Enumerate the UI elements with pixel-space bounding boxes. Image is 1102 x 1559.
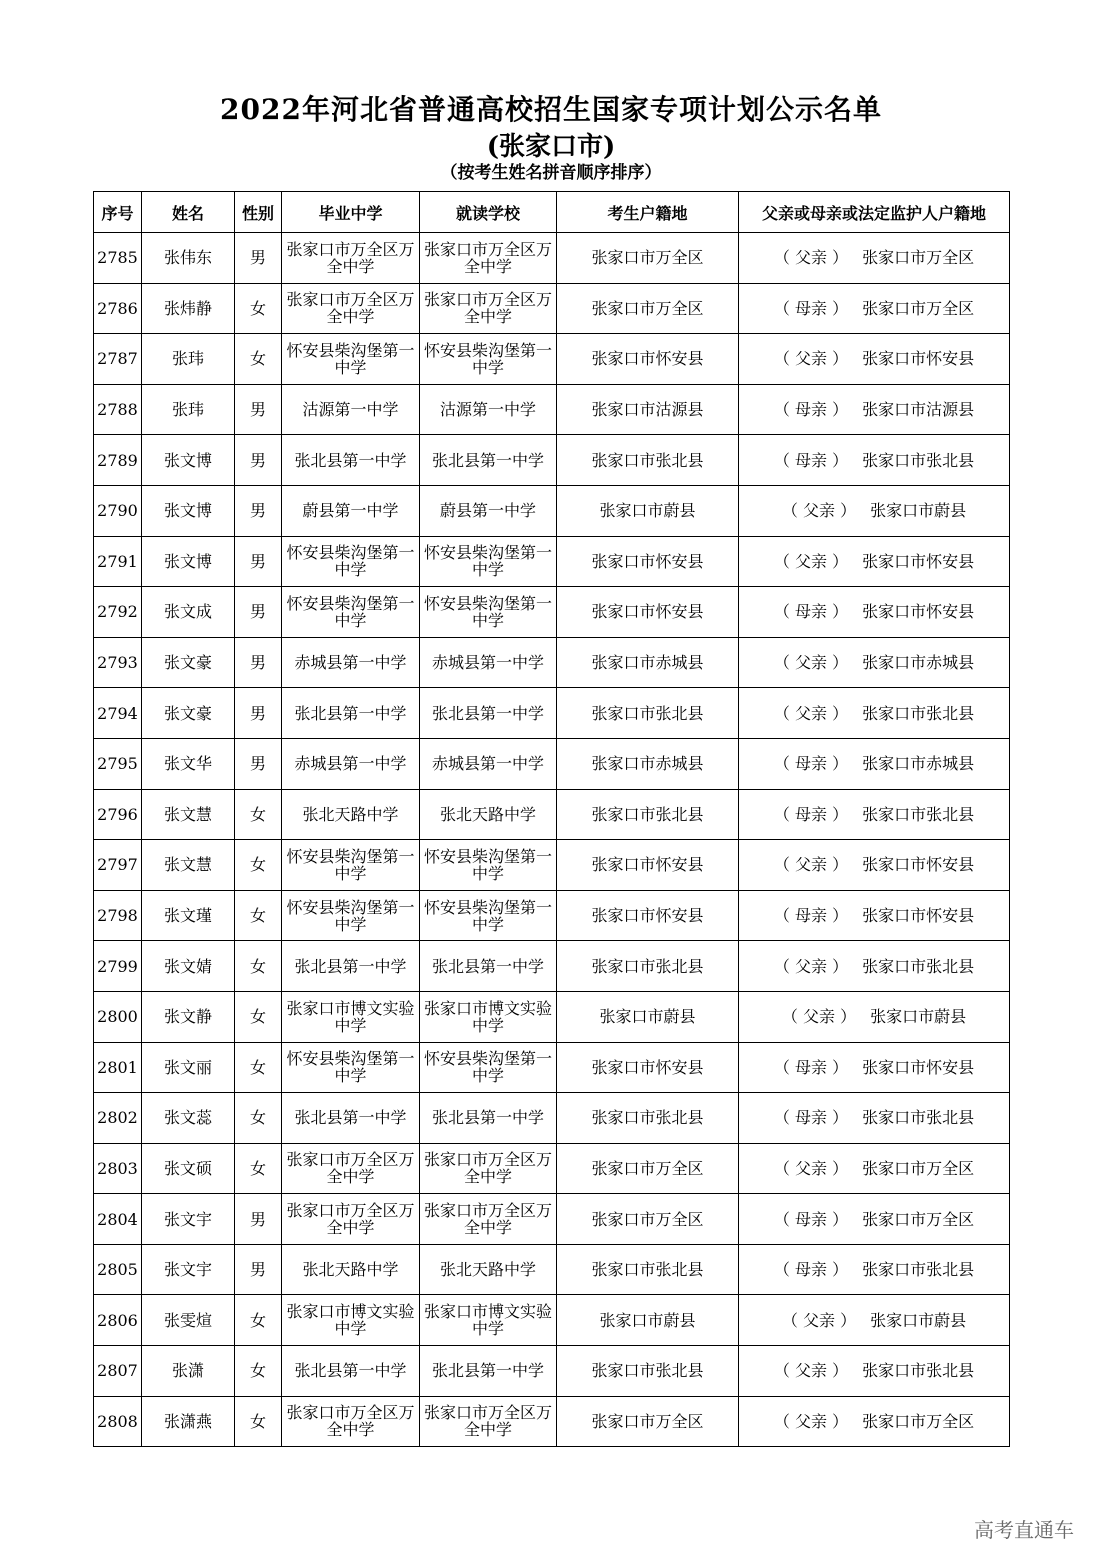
guardian-hukou: 张家口市张北县 xyxy=(862,1361,975,1381)
cell-name: 张玮 xyxy=(142,384,235,435)
cell-grad-school: 张家口市万全区万全中学 xyxy=(282,283,420,334)
cell-study-school: 张家口市万全区万全中学 xyxy=(420,1143,557,1194)
cell-gender: 女 xyxy=(235,1143,282,1194)
table-row xyxy=(94,536,1010,587)
cell-name: 张文慧 xyxy=(142,789,235,840)
cell-guardian xyxy=(739,1194,1010,1245)
cell-hukou: 张家口市怀安县 xyxy=(557,890,739,941)
cell-hukou: 张家口市张北县 xyxy=(557,941,739,992)
cell-gender: 女 xyxy=(235,334,282,385)
table-row xyxy=(94,789,1010,840)
cell-study-school: 张家口市万全区万全中学 xyxy=(420,283,557,334)
guardian-hukou: 张家口市万全区 xyxy=(862,1411,975,1431)
cell-hukou: 张家口市张北县 xyxy=(557,435,739,486)
cell-hukou: 张家口市赤城县 xyxy=(557,637,739,688)
cell-name: 张伟东 xyxy=(142,233,235,284)
cell-hukou: 张家口市张北县 xyxy=(557,688,739,739)
guardian-relation: （ 母亲 ） xyxy=(773,400,849,420)
sort-note: （按考生姓名拼音顺序排序） xyxy=(440,163,662,183)
cell-grad-school: 张北县第一中学 xyxy=(282,1346,420,1397)
cell-guardian xyxy=(739,334,1010,385)
guardian-relation: （ 父亲 ） xyxy=(773,1411,849,1431)
cell-hukou: 张家口市张北县 xyxy=(557,1244,739,1295)
cell-grad-school: 张家口市万全区万全中学 xyxy=(282,233,420,284)
cell-gender: 女 xyxy=(235,991,282,1042)
cell-guardian xyxy=(739,587,1010,638)
cell-name: 张文瑾 xyxy=(142,890,235,941)
cell-name: 张潇燕 xyxy=(142,1396,235,1447)
cell-name: 张文博 xyxy=(142,536,235,587)
header-hukou: 考生户籍地 xyxy=(557,192,739,233)
header-name: 姓名 xyxy=(142,192,235,233)
cell-gender: 男 xyxy=(235,233,282,284)
guardian-hukou: 张家口市张北县 xyxy=(862,1108,975,1128)
cell-hukou: 张家口市怀安县 xyxy=(557,587,739,638)
cell-gender: 女 xyxy=(235,1042,282,1093)
table-row xyxy=(94,1143,1010,1194)
table-row xyxy=(94,384,1010,435)
header-guardian-hukou: 父亲或母亲或法定监护人户籍地 xyxy=(739,192,1010,233)
table-row xyxy=(94,890,1010,941)
table-row xyxy=(94,1346,1010,1397)
cell-study-school: 张家口市博文实验中学 xyxy=(420,991,557,1042)
header-study-school: 就读学校 xyxy=(420,192,557,233)
guardian-hukou: 张家口市万全区 xyxy=(862,1158,975,1178)
watermark: 高考直通车 xyxy=(974,1518,1074,1542)
header-gender: 性别 xyxy=(235,192,282,233)
cell-grad-school: 张家口市万全区万全中学 xyxy=(282,1143,420,1194)
cell-gender: 女 xyxy=(235,1396,282,1447)
table-row xyxy=(94,941,1010,992)
cell-grad-school: 张家口市万全区万全中学 xyxy=(282,1194,420,1245)
cell-hukou: 张家口市怀安县 xyxy=(557,840,739,891)
cell-gender: 男 xyxy=(235,485,282,536)
table-row xyxy=(94,1295,1010,1346)
table-row xyxy=(94,334,1010,385)
cell-gender: 男 xyxy=(235,587,282,638)
guardian-relation: （ 父亲 ） xyxy=(773,1158,849,1178)
cell-hukou: 张家口市蔚县 xyxy=(557,485,739,536)
cell-guardian xyxy=(739,1396,1010,1447)
cell-name: 张文博 xyxy=(142,435,235,486)
cell-no: 2793 xyxy=(94,637,142,688)
guardian-hukou: 张家口市赤城县 xyxy=(862,754,975,774)
guardian-relation: （ 父亲 ） xyxy=(781,1310,857,1330)
guardian-hukou: 张家口市怀安县 xyxy=(862,602,975,622)
cell-guardian xyxy=(739,840,1010,891)
cell-study-school: 赤城县第一中学 xyxy=(420,738,557,789)
cell-grad-school: 赤城县第一中学 xyxy=(282,738,420,789)
cell-name: 张玮 xyxy=(142,334,235,385)
cell-grad-school: 张家口市万全区万全中学 xyxy=(282,1396,420,1447)
cell-grad-school: 怀安县柴沟堡第一中学 xyxy=(282,1042,420,1093)
guardian-hukou: 张家口市蔚县 xyxy=(870,1007,967,1027)
guardian-hukou: 张家口市万全区 xyxy=(862,298,975,318)
cell-gender: 男 xyxy=(235,435,282,486)
cell-grad-school: 张北县第一中学 xyxy=(282,435,420,486)
cell-gender: 男 xyxy=(235,384,282,435)
cell-no: 2806 xyxy=(94,1295,142,1346)
header-grad-school: 毕业中学 xyxy=(282,192,420,233)
cell-hukou: 张家口市怀安县 xyxy=(557,334,739,385)
cell-study-school: 张家口市万全区万全中学 xyxy=(420,1396,557,1447)
cell-no: 2803 xyxy=(94,1143,142,1194)
table-row xyxy=(94,637,1010,688)
guardian-hukou: 张家口市怀安县 xyxy=(862,1057,975,1077)
guardian-hukou: 张家口市万全区 xyxy=(862,1209,975,1229)
table-row xyxy=(94,233,1010,284)
cell-gender: 男 xyxy=(235,688,282,739)
cell-no: 2788 xyxy=(94,384,142,435)
cell-name: 张文博 xyxy=(142,485,235,536)
cell-no: 2808 xyxy=(94,1396,142,1447)
cell-name: 张炜静 xyxy=(142,283,235,334)
guardian-relation: （ 父亲 ） xyxy=(781,1007,857,1027)
guardian-relation: （ 父亲 ） xyxy=(773,653,849,673)
guardian-hukou: 张家口市蔚县 xyxy=(870,1310,967,1330)
cell-guardian xyxy=(739,789,1010,840)
cell-study-school: 怀安县柴沟堡第一中学 xyxy=(420,840,557,891)
guardian-hukou: 张家口市蔚县 xyxy=(870,501,967,521)
table-row xyxy=(94,283,1010,334)
page-subtitle: (张家口市) xyxy=(486,132,616,162)
cell-no: 2786 xyxy=(94,283,142,334)
cell-hukou: 张家口市沽源县 xyxy=(557,384,739,435)
guardian-relation: （ 母亲 ） xyxy=(773,450,849,470)
cell-study-school: 张家口市博文实验中学 xyxy=(420,1295,557,1346)
cell-grad-school: 张北县第一中学 xyxy=(282,688,420,739)
cell-name: 张文豪 xyxy=(142,637,235,688)
cell-no: 2800 xyxy=(94,991,142,1042)
cell-study-school: 沽源第一中学 xyxy=(420,384,557,435)
cell-gender: 男 xyxy=(235,1244,282,1295)
table-row xyxy=(94,435,1010,486)
cell-hukou: 张家口市蔚县 xyxy=(557,991,739,1042)
cell-name: 张文宇 xyxy=(142,1244,235,1295)
cell-no: 2794 xyxy=(94,688,142,739)
cell-hukou: 张家口市万全区 xyxy=(557,1143,739,1194)
cell-gender: 男 xyxy=(235,738,282,789)
cell-name: 张文静 xyxy=(142,991,235,1042)
cell-no: 2805 xyxy=(94,1244,142,1295)
guardian-hukou: 张家口市张北县 xyxy=(862,450,975,470)
cell-guardian xyxy=(739,688,1010,739)
cell-grad-school: 怀安县柴沟堡第一中学 xyxy=(282,840,420,891)
cell-gender: 女 xyxy=(235,1295,282,1346)
cell-study-school: 怀安县柴沟堡第一中学 xyxy=(420,334,557,385)
cell-hukou: 张家口市赤城县 xyxy=(557,738,739,789)
guardian-relation: （ 母亲 ） xyxy=(773,906,849,926)
cell-hukou: 张家口市张北县 xyxy=(557,789,739,840)
roster-table xyxy=(93,191,1010,1447)
cell-name: 张文豪 xyxy=(142,688,235,739)
cell-no: 2791 xyxy=(94,536,142,587)
guardian-hukou: 张家口市怀安县 xyxy=(862,855,975,875)
table-row xyxy=(94,1042,1010,1093)
guardian-relation: （ 父亲 ） xyxy=(773,1361,849,1381)
cell-guardian xyxy=(739,384,1010,435)
cell-no: 2807 xyxy=(94,1346,142,1397)
guardian-relation: （ 父亲 ） xyxy=(773,703,849,723)
cell-no: 2802 xyxy=(94,1093,142,1144)
guardian-relation: （ 母亲 ） xyxy=(773,298,849,318)
cell-no: 2798 xyxy=(94,890,142,941)
cell-name: 张潇 xyxy=(142,1346,235,1397)
guardian-hukou: 张家口市赤城县 xyxy=(862,653,975,673)
guardian-hukou: 张家口市张北县 xyxy=(862,804,975,824)
cell-study-school: 张北天路中学 xyxy=(420,1244,557,1295)
guardian-relation: （ 父亲 ） xyxy=(773,349,849,369)
cell-gender: 女 xyxy=(235,840,282,891)
cell-grad-school: 赤城县第一中学 xyxy=(282,637,420,688)
cell-guardian xyxy=(739,485,1010,536)
table-row xyxy=(94,1093,1010,1144)
cell-guardian xyxy=(739,991,1010,1042)
guardian-relation: （ 父亲 ） xyxy=(773,248,849,268)
cell-study-school: 张北县第一中学 xyxy=(420,941,557,992)
cell-study-school: 怀安县柴沟堡第一中学 xyxy=(420,890,557,941)
cell-study-school: 张北天路中学 xyxy=(420,789,557,840)
guardian-relation: （ 母亲 ） xyxy=(773,1260,849,1280)
cell-hukou: 张家口市万全区 xyxy=(557,283,739,334)
cell-guardian xyxy=(739,941,1010,992)
cell-grad-school: 张北天路中学 xyxy=(282,1244,420,1295)
cell-name: 张文硕 xyxy=(142,1143,235,1194)
cell-study-school: 张北县第一中学 xyxy=(420,1093,557,1144)
cell-hukou: 张家口市张北县 xyxy=(557,1346,739,1397)
cell-grad-school: 怀安县柴沟堡第一中学 xyxy=(282,536,420,587)
cell-grad-school: 沽源第一中学 xyxy=(282,384,420,435)
cell-gender: 男 xyxy=(235,1194,282,1245)
cell-hukou: 张家口市万全区 xyxy=(557,1396,739,1447)
cell-guardian xyxy=(739,738,1010,789)
guardian-relation: （ 母亲 ） xyxy=(773,1057,849,1077)
table-row xyxy=(94,587,1010,638)
cell-study-school: 怀安县柴沟堡第一中学 xyxy=(420,587,557,638)
cell-study-school: 怀安县柴沟堡第一中学 xyxy=(420,536,557,587)
guardian-relation: （ 母亲 ） xyxy=(773,1108,849,1128)
cell-name: 张雯煊 xyxy=(142,1295,235,1346)
cell-study-school: 张家口市万全区万全中学 xyxy=(420,1194,557,1245)
guardian-hukou: 张家口市怀安县 xyxy=(862,906,975,926)
cell-study-school: 张家口市万全区万全中学 xyxy=(420,233,557,284)
cell-grad-school: 怀安县柴沟堡第一中学 xyxy=(282,890,420,941)
cell-gender: 女 xyxy=(235,890,282,941)
guardian-hukou: 张家口市张北县 xyxy=(862,956,975,976)
cell-no: 2795 xyxy=(94,738,142,789)
guardian-hukou: 张家口市沽源县 xyxy=(862,400,975,420)
cell-gender: 女 xyxy=(235,283,282,334)
cell-name: 张文华 xyxy=(142,738,235,789)
guardian-relation: （ 母亲 ） xyxy=(773,602,849,622)
cell-hukou: 张家口市万全区 xyxy=(557,233,739,284)
cell-guardian xyxy=(739,637,1010,688)
cell-gender: 男 xyxy=(235,536,282,587)
cell-study-school: 张北县第一中学 xyxy=(420,435,557,486)
cell-grad-school: 张北县第一中学 xyxy=(282,1093,420,1144)
guardian-hukou: 张家口市怀安县 xyxy=(862,349,975,369)
cell-grad-school: 张北县第一中学 xyxy=(282,941,420,992)
guardian-relation: （ 母亲 ） xyxy=(773,754,849,774)
cell-grad-school: 怀安县柴沟堡第一中学 xyxy=(282,334,420,385)
guardian-relation: （ 父亲 ） xyxy=(773,551,849,571)
table-row xyxy=(94,991,1010,1042)
cell-guardian xyxy=(739,536,1010,587)
cell-gender: 女 xyxy=(235,1346,282,1397)
cell-study-school: 张北县第一中学 xyxy=(420,688,557,739)
guardian-relation: （ 父亲 ） xyxy=(773,855,849,875)
cell-name: 张文婧 xyxy=(142,941,235,992)
table-row xyxy=(94,1194,1010,1245)
cell-hukou: 张家口市万全区 xyxy=(557,1194,739,1245)
table-row xyxy=(94,485,1010,536)
cell-gender: 男 xyxy=(235,637,282,688)
table-row xyxy=(94,1396,1010,1447)
cell-guardian xyxy=(739,1346,1010,1397)
cell-study-school: 张北县第一中学 xyxy=(420,1346,557,1397)
cell-name: 张文蕊 xyxy=(142,1093,235,1144)
guardian-hukou: 张家口市万全区 xyxy=(862,248,975,268)
cell-grad-school: 怀安县柴沟堡第一中学 xyxy=(282,587,420,638)
cell-name: 张文丽 xyxy=(142,1042,235,1093)
table-header-row xyxy=(94,192,1010,233)
header-no: 序号 xyxy=(94,192,142,233)
cell-study-school: 怀安县柴沟堡第一中学 xyxy=(420,1042,557,1093)
cell-guardian xyxy=(739,890,1010,941)
cell-name: 张文慧 xyxy=(142,840,235,891)
guardian-hukou: 张家口市张北县 xyxy=(862,703,975,723)
guardian-hukou: 张家口市张北县 xyxy=(862,1260,975,1280)
table-row xyxy=(94,738,1010,789)
cell-guardian xyxy=(739,1143,1010,1194)
cell-gender: 女 xyxy=(235,789,282,840)
cell-no: 2804 xyxy=(94,1194,142,1245)
cell-study-school: 蔚县第一中学 xyxy=(420,485,557,536)
cell-hukou: 张家口市蔚县 xyxy=(557,1295,739,1346)
cell-name: 张文成 xyxy=(142,587,235,638)
cell-study-school: 赤城县第一中学 xyxy=(420,637,557,688)
cell-grad-school: 张家口市博文实验中学 xyxy=(282,1295,420,1346)
cell-guardian xyxy=(739,1093,1010,1144)
cell-no: 2801 xyxy=(94,1042,142,1093)
cell-hukou: 张家口市怀安县 xyxy=(557,536,739,587)
cell-no: 2787 xyxy=(94,334,142,385)
table-body xyxy=(94,233,1010,1447)
cell-hukou: 张家口市怀安县 xyxy=(557,1042,739,1093)
cell-grad-school: 张北天路中学 xyxy=(282,789,420,840)
guardian-relation: （ 母亲 ） xyxy=(773,1209,849,1229)
cell-no: 2796 xyxy=(94,789,142,840)
table-row xyxy=(94,840,1010,891)
table-row xyxy=(94,688,1010,739)
table-row xyxy=(94,1244,1010,1295)
cell-gender: 女 xyxy=(235,1093,282,1144)
cell-guardian xyxy=(739,1244,1010,1295)
cell-hukou: 张家口市张北县 xyxy=(557,1093,739,1144)
cell-guardian xyxy=(739,283,1010,334)
cell-gender: 女 xyxy=(235,941,282,992)
cell-no: 2789 xyxy=(94,435,142,486)
cell-no: 2790 xyxy=(94,485,142,536)
cell-guardian xyxy=(739,1295,1010,1346)
cell-guardian xyxy=(739,1042,1010,1093)
guardian-hukou: 张家口市怀安县 xyxy=(862,551,975,571)
cell-guardian xyxy=(739,435,1010,486)
page-title: 2022年河北省普通高校招生国家专项计划公示名单 xyxy=(220,93,882,126)
cell-no: 2792 xyxy=(94,587,142,638)
guardian-relation: （ 母亲 ） xyxy=(773,804,849,824)
cell-name: 张文宇 xyxy=(142,1194,235,1245)
guardian-relation: （ 父亲 ） xyxy=(781,501,857,521)
cell-no: 2799 xyxy=(94,941,142,992)
cell-grad-school: 张家口市博文实验中学 xyxy=(282,991,420,1042)
cell-no: 2797 xyxy=(94,840,142,891)
cell-no: 2785 xyxy=(94,233,142,284)
cell-grad-school: 蔚县第一中学 xyxy=(282,485,420,536)
cell-guardian xyxy=(739,233,1010,284)
guardian-relation: （ 父亲 ） xyxy=(773,956,849,976)
